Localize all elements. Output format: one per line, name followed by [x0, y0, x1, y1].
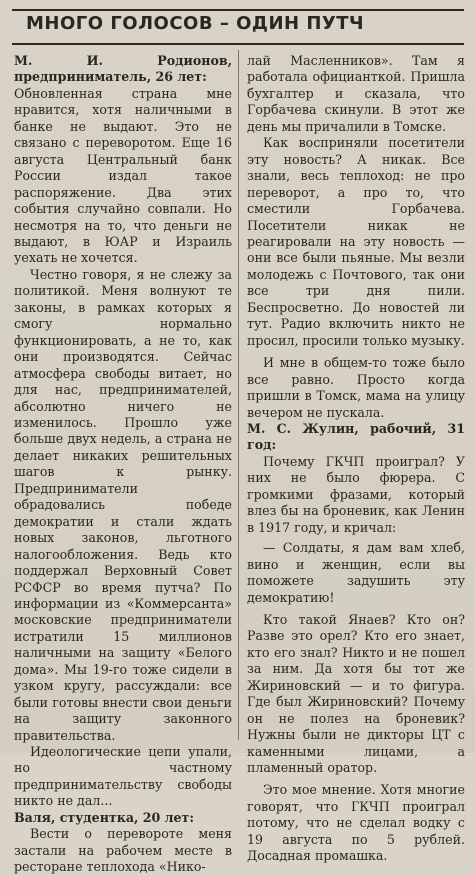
headline-rule [12, 43, 464, 45]
column-divider [238, 50, 239, 740]
rodionov-paragraph-3: Идеологические цепи упали, но частному предпринимательству свободы никто не дал... [14, 744, 232, 809]
valya-signature: Валя, студентка, 20 лет: [14, 809, 194, 825]
rodionov-signature: М. И. Родионов, предприниматель, 26 лет: [14, 53, 232, 85]
rodionov-paragraph-1 [14, 53, 232, 267]
valya-paragraph-3: И мне в общем-то тоже было все равно. Просто когда пришли в Томск, мама на улицу вечером не пускала. [247, 355, 465, 420]
valya-paragraph-1: Вести о перевороте меня застали на рабочем месте в ресторане теплохода «Нико- [14, 826, 232, 875]
top-rule [12, 9, 464, 11]
valya-paragraph-1-continued: лай Масленников». Там я работала официанткой. Пришла бухгалтер и сказала, что Горбачева скинули. В этот же день мы причалили в Томске. [247, 53, 465, 134]
zhulin-paragraph-2: Кто такой Янаев? Кто он? Разве это орел? Кто его знает, кто его знал? Никто и не пошел за ним. Да хотя бы тот же Жириновский — и то фигура. Где был Жириновский? Почему он не полез на броневик? Нужны были не дикторы ЦТ с каменными лицами, а пламенный оратор. [247, 611, 465, 776]
right-column [247, 53, 465, 865]
valya-paragraph-2: Как восприняли посетители эту новость? А никак. Все знали, весь теплоход: не про переворот, а про то, что сместили Горбачева. Посетители никак не реагировали на эту новость — они все были пьяные. Мы везли молодежь с Почтового, так они все три дня пили. Беспросветно. До новостей ли тут. Радио включить никто не просил, просили только музыку. [247, 135, 465, 348]
zhulin-paragraph-1: Почему ГКЧП проиграл? У них не было фюрера. С громкими фразами, который влез бы на броневик, как Ленин в 1917 году, и кричал: [247, 453, 465, 535]
zhulin-paragraph-3: Это мое мнение. Хотя многие говорят, что ГКЧП проиграл потому, что не сделал водку с 19 августа по 5 рублей. Досадная промашка. [247, 782, 465, 864]
zhulin-quote: — Солдаты, я дам вам хлеб, вино и женщин, если вы поможете задушить эту демократию! [247, 540, 465, 605]
rodionov-text-1: Обновленная страна мне нравится, хотя наличными в банке не выдают. Это не связано с переворотом. Еще 16 августа Центральный банк России издал такое распоряжение. Два этих события случайно совпали. Но несмотря на то, что деньги не выдают, в ЮАР и Израиль уехать не хочется. [14, 85, 232, 266]
headline: МНОГО ГОЛОСОВ – ОДИН ПУТЧ [26, 13, 365, 34]
left-column [14, 53, 232, 876]
zhulin-signature: М. С. Жулин, рабочий, 31 год: [247, 420, 465, 453]
rodionov-paragraph-2: Честно говоря, я не слежу за политикой. Меня волнуют те законы, в рамках которых я смогу нормально функционировать, а не то, как они производятся. Сейчас атмосфера свободы витает, но для нас, предпринимателей, абсолютно ничего не изменилось. Прошло уже больше двух недель, а страна не делает никаких решительных шагов к рынку. Предприниматели обрадовались победе демократии и стали ждать новых законов, льготного налогообложения. Ведь кто поддержал Верховный Совет РСФСР во время путча? По информации из «Коммерсанта» московские предприниматели истратили 15 миллионов наличными на защиту «Белого дома». Мы 19-го тоже сидели в узком кругу, рассуждали: все были готовы внести свои деньги на защиту законного правительства. [14, 266, 232, 743]
